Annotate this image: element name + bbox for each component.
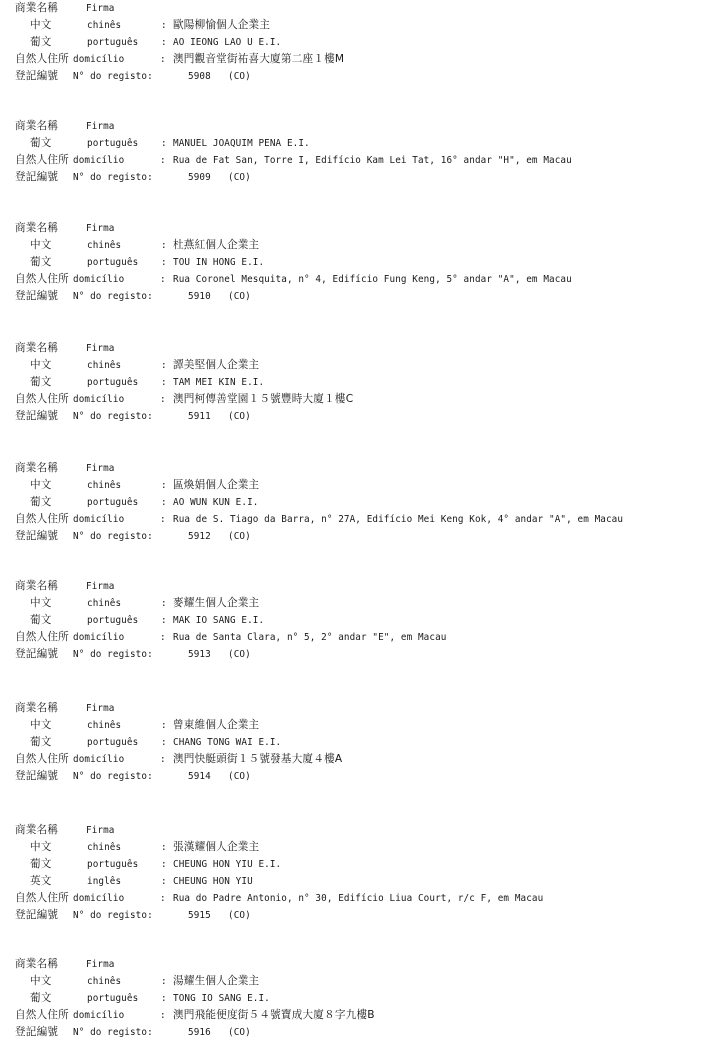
field-separator: :: [161, 138, 167, 149]
domicile-label-cjk: 自然人住所: [15, 154, 69, 166]
field-separator: :: [161, 20, 167, 31]
field-label-cjk: 葡文: [30, 256, 52, 268]
field-label-cjk: 英文: [30, 875, 52, 887]
domicile-separator: :: [160, 893, 166, 904]
entry-header: [0, 340, 723, 357]
firm-label-pt: Firma: [86, 121, 115, 132]
field-label-cjk: 葡文: [30, 137, 52, 149]
domicile-label-pt: domicílio: [73, 893, 125, 904]
domicile-separator: :: [160, 514, 166, 525]
field-label-pt: português: [87, 615, 139, 626]
registry-entry: [0, 0, 723, 85]
firm-label-cjk: 商業名稱: [15, 222, 59, 234]
field-row: [0, 254, 723, 271]
entry-header: [0, 118, 723, 135]
field-label-pt: português: [87, 497, 139, 508]
domicile-row: [0, 890, 723, 907]
field-value: AO IEONG LAO U E.I.: [173, 37, 282, 48]
field-value: CHEUNG HON YIU E.I.: [173, 859, 282, 870]
registry-row: [0, 288, 723, 305]
field-label-cjk: 中文: [30, 359, 52, 371]
domicile-row: [0, 51, 723, 68]
field-label-pt: português: [87, 737, 139, 748]
field-value: 歐陽柳愉個人企業主: [173, 19, 271, 31]
entry-header: [0, 700, 723, 717]
field-label-cjk: 中文: [30, 19, 52, 31]
firm-label-pt: Firma: [86, 581, 115, 592]
firm-label-cjk: 商業名稱: [15, 824, 59, 836]
registry-tag: (CO): [228, 910, 251, 921]
field-separator: :: [161, 615, 167, 626]
domicile-row: [0, 152, 723, 169]
registry-label-pt: N° do registo:: [73, 771, 153, 782]
domicile-separator: :: [160, 274, 166, 285]
registry-entry: [0, 578, 723, 663]
registry-label-pt: N° do registo:: [73, 411, 153, 422]
registry-number: 5908: [188, 71, 211, 82]
registry-label-pt: N° do registo:: [73, 172, 153, 183]
domicile-row: [0, 629, 723, 646]
field-separator: :: [161, 37, 167, 48]
firm-label-pt: Firma: [86, 3, 115, 14]
entry-header: [0, 822, 723, 839]
registry-entry: [0, 340, 723, 425]
registry-number: 5910: [188, 291, 211, 302]
domicile-label-pt: domicílio: [73, 632, 125, 643]
firm-label-pt: Firma: [86, 463, 115, 474]
domicile-value: 澳門柯傳善堂園１５號豐時大廈１樓C: [173, 393, 354, 405]
registry-label-pt: N° do registo:: [73, 71, 153, 82]
field-separator: :: [161, 257, 167, 268]
field-label-pt: português: [87, 257, 139, 268]
registry-label-pt: N° do registo:: [73, 291, 153, 302]
domicile-separator: :: [160, 155, 166, 166]
field-separator: :: [161, 720, 167, 731]
domicile-label-cjk: 自然人住所: [15, 892, 69, 904]
domicile-separator: :: [160, 54, 166, 65]
domicile-separator: :: [160, 632, 166, 643]
field-separator: :: [161, 737, 167, 748]
firm-label-pt: Firma: [86, 223, 115, 234]
domicile-separator: :: [160, 1010, 166, 1021]
domicile-row: [0, 391, 723, 408]
domicile-label-pt: domicílio: [73, 394, 125, 405]
field-label-cjk: 葡文: [30, 376, 52, 388]
entry-header: [0, 956, 723, 973]
field-label-cjk: 中文: [30, 239, 52, 251]
field-label-pt: chinês: [87, 720, 122, 731]
field-label-cjk: 葡文: [30, 992, 52, 1004]
domicile-label-pt: domicílio: [73, 514, 125, 525]
registry-tag: (CO): [228, 411, 251, 422]
field-label-cjk: 中文: [30, 975, 52, 987]
field-separator: :: [161, 842, 167, 853]
registry-row: [0, 68, 723, 85]
field-label-cjk: 葡文: [30, 496, 52, 508]
field-value: CHEUNG HON YIU: [173, 876, 253, 887]
domicile-label-cjk: 自然人住所: [15, 53, 69, 65]
registry-label-pt: N° do registo:: [73, 1027, 153, 1038]
domicile-separator: :: [160, 394, 166, 405]
field-value: 湯耀生個人企業主: [173, 975, 260, 987]
registry-label-cjk: 登記編號: [15, 290, 59, 302]
firm-label-cjk: 商業名稱: [15, 580, 59, 592]
field-row: [0, 973, 723, 990]
registry-label-pt: N° do registo:: [73, 531, 153, 542]
domicile-label-cjk: 自然人住所: [15, 1009, 69, 1021]
field-label-cjk: 中文: [30, 479, 52, 491]
field-row: [0, 873, 723, 890]
registry-row: [0, 1024, 723, 1041]
firm-label-pt: Firma: [86, 343, 115, 354]
domicile-value: 澳門飛能便度街５４號寶成大廈８字九樓B: [173, 1009, 375, 1021]
registry-label-cjk: 登記編號: [15, 171, 59, 183]
registry-row: [0, 768, 723, 785]
field-row: [0, 494, 723, 511]
field-separator: :: [161, 497, 167, 508]
entry-header: [0, 0, 723, 17]
registry-entry: [0, 220, 723, 305]
field-value: 張漢耀個人企業主: [173, 841, 260, 853]
domicile-label-cjk: 自然人住所: [15, 631, 69, 643]
field-label-pt: português: [87, 377, 139, 388]
registry-label-cjk: 登記編號: [15, 70, 59, 82]
field-separator: :: [161, 976, 167, 987]
registry-number: 5914: [188, 771, 211, 782]
domicile-value: Rua de Fat San, Torre I, Edifício Kam Lei Tat, 16° andar "H", em Macau: [173, 155, 572, 166]
field-separator: :: [161, 240, 167, 251]
field-value: CHANG TONG WAI E.I.: [173, 737, 282, 748]
field-row: [0, 717, 723, 734]
field-row: [0, 357, 723, 374]
field-label-cjk: 中文: [30, 597, 52, 609]
field-label-pt: chinês: [87, 360, 122, 371]
field-value: MANUEL JOAQUIM PENA E.I.: [173, 138, 310, 149]
domicile-value: Rua do Padre Antonio, n° 30, Edifício Liua Court, r/c F, em Macau: [173, 893, 544, 904]
registry-row: [0, 907, 723, 924]
entry-header: [0, 578, 723, 595]
registry-number: 5916: [188, 1027, 211, 1038]
registry-row: [0, 528, 723, 545]
field-label-pt: português: [87, 138, 139, 149]
registry-number: 5912: [188, 531, 211, 542]
field-value: 譚美堅個人企業主: [173, 359, 260, 371]
field-label-pt: português: [87, 993, 139, 1004]
field-row: [0, 374, 723, 391]
field-value: 曾東維個人企業主: [173, 719, 260, 731]
field-separator: :: [161, 876, 167, 887]
field-label-pt: chinês: [87, 842, 122, 853]
registry-entry: [0, 956, 723, 1041]
registry-tag: (CO): [228, 1027, 251, 1038]
domicile-label-cjk: 自然人住所: [15, 513, 69, 525]
entry-header: [0, 220, 723, 237]
field-separator: :: [161, 993, 167, 1004]
domicile-label-pt: domicílio: [73, 274, 125, 285]
field-row: [0, 612, 723, 629]
registry-entry: [0, 700, 723, 785]
field-row: [0, 135, 723, 152]
field-label-cjk: 中文: [30, 841, 52, 853]
domicile-row: [0, 751, 723, 768]
field-separator: :: [161, 360, 167, 371]
registry-number: 5913: [188, 649, 211, 660]
firm-label-cjk: 商業名稱: [15, 462, 59, 474]
registry-tag: (CO): [228, 771, 251, 782]
firm-label-cjk: 商業名稱: [15, 2, 59, 14]
firm-label-cjk: 商業名稱: [15, 120, 59, 132]
field-label-pt: chinês: [87, 598, 122, 609]
registry-tag: (CO): [228, 649, 251, 660]
registry-row: [0, 169, 723, 186]
field-row: [0, 856, 723, 873]
field-label-pt: chinês: [87, 976, 122, 987]
firm-label-cjk: 商業名稱: [15, 958, 59, 970]
field-value: TOU IN HONG E.I.: [173, 257, 265, 268]
domicile-row: [0, 1007, 723, 1024]
domicile-label-pt: domicílio: [73, 754, 125, 765]
field-value: AO WUN KUN E.I.: [173, 497, 259, 508]
registry-tag: (CO): [228, 291, 251, 302]
firm-label-pt: Firma: [86, 959, 115, 970]
field-label-cjk: 葡文: [30, 736, 52, 748]
domicile-label-cjk: 自然人住所: [15, 273, 69, 285]
domicile-label-cjk: 自然人住所: [15, 753, 69, 765]
registry-label-cjk: 登記編號: [15, 530, 59, 542]
domicile-value: 澳門觀音堂街祐喜大廈第二座１樓M: [173, 53, 345, 65]
field-row: [0, 477, 723, 494]
domicile-separator: :: [160, 754, 166, 765]
firm-label-pt: Firma: [86, 703, 115, 714]
domicile-label-pt: domicílio: [73, 1010, 125, 1021]
domicile-row: [0, 271, 723, 288]
field-separator: :: [161, 480, 167, 491]
domicile-label-pt: domicílio: [73, 155, 125, 166]
field-label-cjk: 葡文: [30, 36, 52, 48]
registry-tag: (CO): [228, 71, 251, 82]
domicile-value: Rua de Santa Clara, n° 5, 2° andar "E", em Macau: [173, 632, 447, 643]
registry-number: 5911: [188, 411, 211, 422]
field-value: 杜燕紅個人企業主: [173, 239, 260, 251]
registry-label-cjk: 登記編號: [15, 770, 59, 782]
registry-row: [0, 646, 723, 663]
field-label-cjk: 葡文: [30, 614, 52, 626]
field-row: [0, 34, 723, 51]
registry-entry: [0, 118, 723, 186]
field-row: [0, 17, 723, 34]
registry-label-pt: N° do registo:: [73, 649, 153, 660]
field-row: [0, 237, 723, 254]
field-separator: :: [161, 377, 167, 388]
field-label-cjk: 葡文: [30, 858, 52, 870]
field-row: [0, 595, 723, 612]
field-label-pt: chinês: [87, 480, 122, 491]
firm-label-cjk: 商業名稱: [15, 702, 59, 714]
registry-row: [0, 408, 723, 425]
field-separator: :: [161, 859, 167, 870]
registry-label-pt: N° do registo:: [73, 910, 153, 921]
registry-number: 5909: [188, 172, 211, 183]
registry-entry: [0, 460, 723, 545]
firm-label-pt: Firma: [86, 825, 115, 836]
field-value: TAM MEI KIN E.I.: [173, 377, 265, 388]
registry-label-cjk: 登記編號: [15, 648, 59, 660]
field-label-pt: chinês: [87, 240, 122, 251]
entry-header: [0, 460, 723, 477]
registry-label-cjk: 登記編號: [15, 1026, 59, 1038]
registry-label-cjk: 登記編號: [15, 410, 59, 422]
field-label-pt: português: [87, 859, 139, 870]
domicile-value: 澳門快艇頭街１５號發基大廈４樓A: [173, 753, 343, 765]
field-value: TONG IO SANG E.I.: [173, 993, 270, 1004]
domicile-value: Rua Coronel Mesquita, n° 4, Edifício Fung Keng, 5° andar "A", em Macau: [173, 274, 572, 285]
field-label-cjk: 中文: [30, 719, 52, 731]
registry-number: 5915: [188, 910, 211, 921]
field-label-pt: inglês: [87, 876, 122, 887]
registry-tag: (CO): [228, 531, 251, 542]
field-separator: :: [161, 598, 167, 609]
domicile-value: Rua de S. Tiago da Barra, n° 27A, Edifício Mei Keng Kok, 4° andar "A", em Macau: [173, 514, 624, 525]
field-value: MAK IO SANG E.I.: [173, 615, 265, 626]
field-label-pt: português: [87, 37, 139, 48]
field-row: [0, 990, 723, 1007]
registry-entry: [0, 822, 723, 924]
field-row: [0, 839, 723, 856]
domicile-label-cjk: 自然人住所: [15, 393, 69, 405]
field-value: 區煥娟個人企業主: [173, 479, 260, 491]
firm-label-cjk: 商業名稱: [15, 342, 59, 354]
registry-tag: (CO): [228, 172, 251, 183]
registry-label-cjk: 登記編號: [15, 909, 59, 921]
field-label-pt: chinês: [87, 20, 122, 31]
field-row: [0, 734, 723, 751]
domicile-label-pt: domicílio: [73, 54, 125, 65]
field-value: 麥耀生個人企業主: [173, 597, 260, 609]
domicile-row: [0, 511, 723, 528]
